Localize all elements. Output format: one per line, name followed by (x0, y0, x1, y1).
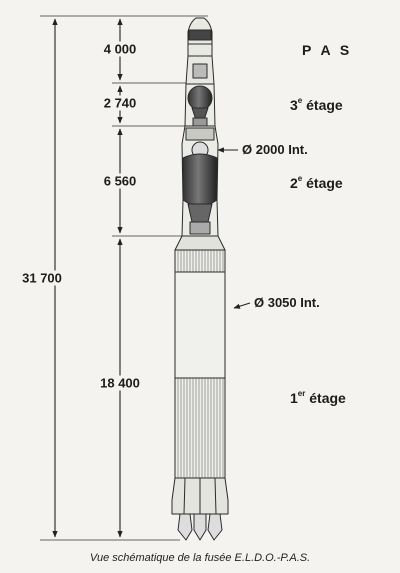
figure-caption: Vue schématique de la fusée E.L.D.O.-P.A.S. (89, 552, 311, 564)
stage3-number: 3 (290, 97, 298, 113)
stage3-word: étage (306, 97, 343, 113)
stage1-height-label: 18 400 (100, 375, 140, 391)
stage1 (172, 250, 228, 540)
stage3-height-label: 2 740 (103, 95, 137, 111)
stage2-height-label: 6 560 (103, 173, 137, 189)
lower-diameter-label: Ø 3050 Int. (254, 295, 320, 310)
stage2-superscript: e (297, 174, 303, 184)
interstage (175, 236, 225, 250)
stage1-label (290, 390, 346, 406)
stage1-superscript: er (297, 389, 306, 399)
pas-height-label: 4 000 (103, 41, 137, 57)
stage2-label (290, 175, 343, 191)
total-height-label: 31 700 (22, 270, 62, 286)
stage2 (182, 126, 218, 236)
stage3-superscript: e (297, 96, 303, 106)
stage2-number: 2 (290, 175, 298, 191)
stage2-word: étage (306, 175, 343, 191)
stage3 (185, 84, 215, 126)
rocket (172, 18, 228, 540)
pas-label: P A S (302, 42, 353, 58)
stage1-number: 1 (290, 390, 298, 406)
upper-diameter-label: Ø 2000 Int. (242, 142, 308, 157)
stage3-label (290, 97, 343, 113)
pas-fairing (186, 18, 214, 84)
stage1-word: étage (309, 390, 346, 406)
